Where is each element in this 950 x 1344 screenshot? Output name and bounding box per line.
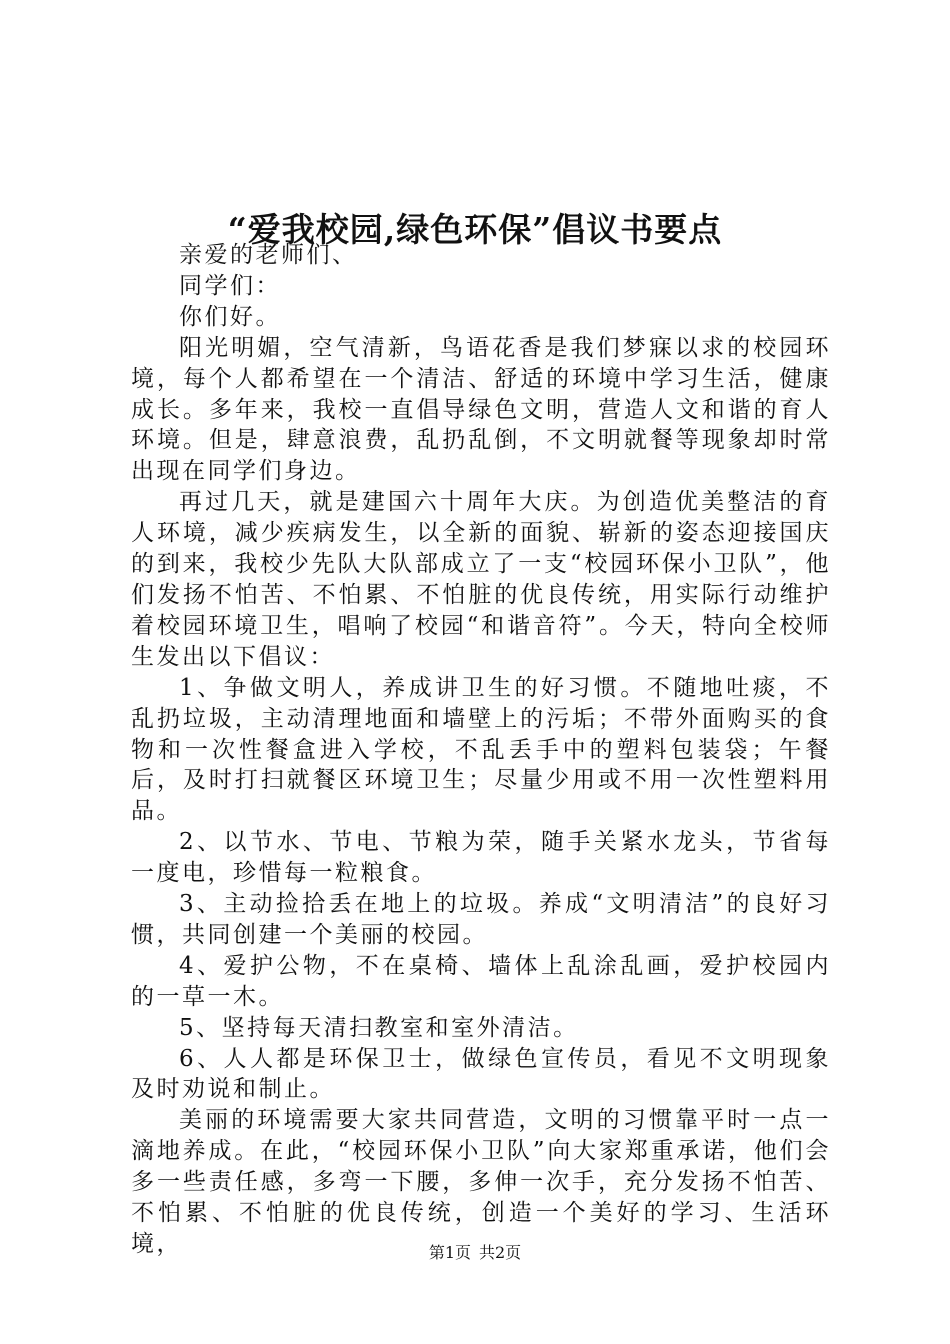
body-paragraph: 再过几天，就是建国六十周年大庆。为创造优美整洁的育人环境，减少疾病发生，以全新的面貌、崭新的姿态迎接国庆的到来，我校少先队大队部成立了一支“校园环保小卫队”，他们发扬不怕苦、不怕累、不怕脏的优良传统，用实际行动维护着校园环境卫生，唱响了校园“和谐音符”。今天，特向全校师生发出以下倡议： [131,489,831,670]
document-body [131,240,831,1260]
proposal-item: 4、爱护公物，不在桌椅、墙体上乱涂乱画，爱护校园内的一草一木。 [131,952,831,1010]
proposal-item: 6、人人都是环保卫士，做绿色宣传员，看见不文明现象及时劝说和制止。 [131,1045,831,1103]
proposal-item: 1、争做文明人，养成讲卫生的好习惯。不随地吐痰，不乱扔垃圾，主动清理地面和墙壁上的污垢；不带外面购买的食物和一次性餐盒进入学校，不乱丢手中的塑料包装袋；午餐后，及时打扫就餐区环境卫生；尽量少用或不用一次性塑料用品。 [131,674,831,825]
body-paragraph: 美丽的环境需要大家共同营造，文明的习惯靠平时一点一滴地养成。在此，“校园环保小卫队”向大家郑重承诺，他们会多一些责任感，多弯一下腰，多伸一次手，充分发扬不怕苦、不怕累、不怕脏的优良传统，创造一个美好的学习、生活环境， [131,1107,831,1257]
greeting-line: 同学们： [179,272,281,299]
document-title: “爱我校园,绿色环保”倡议书要点 [227,210,723,250]
body-paragraph: 阳光明媚，空气清新，鸟语花香是我们梦寐以求的校园环境，每个人都希望在一个清洁、舒适的环境中学习生活，健康成长。多年来，我校一直倡导绿色文明，营造人文和谐的育人环境。但是，肆意浪费，乱扔乱倒，不文明就餐等现象却时常出现在同学们身边。 [131,334,831,485]
page-total: 共2页 [479,1243,522,1262]
greeting-line: 你们好。 [179,303,281,330]
proposal-item: 5、坚持每天清扫教室和室外清洁。 [179,1014,579,1041]
proposal-item: 3、主动捡拾丢在地上的垃圾。养成“文明清洁”的良好习惯，共同创建一个美丽的校园。 [131,891,831,948]
proposal-item: 2、以节水、节电、节粮为荣，随手关紧水龙头，节省每一度电，珍惜每一粒粮食。 [131,829,831,887]
page-number: 第1页 [428,1243,471,1262]
greeting-line: 亲爱的老师们、 [179,242,358,268]
page-footer [0,1241,950,1265]
